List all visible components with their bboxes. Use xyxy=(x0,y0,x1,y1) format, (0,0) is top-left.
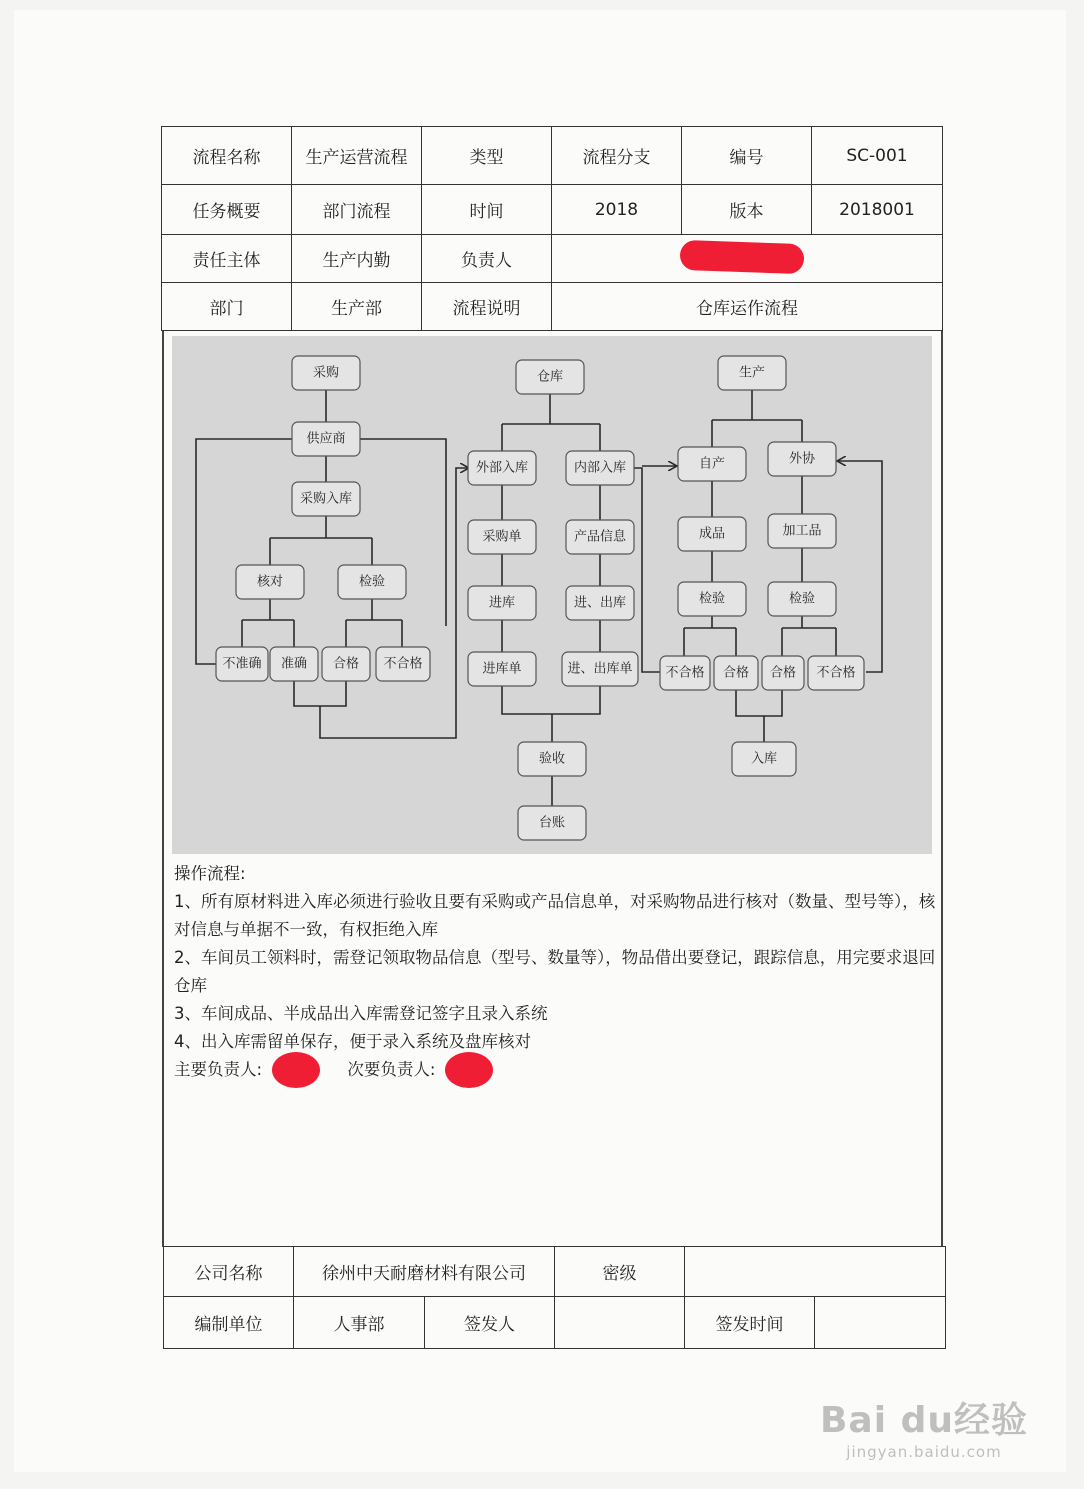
node-label: 检验 xyxy=(358,574,386,590)
label-issue-time: 签发时间 xyxy=(685,1297,815,1349)
label-process-name: 流程名称 xyxy=(162,127,292,185)
node-label: 准确 xyxy=(280,656,308,672)
flow-node-processed xyxy=(768,514,836,548)
node-label: 进、出库 xyxy=(573,595,627,611)
flow-node-fail-left xyxy=(376,647,430,681)
value-department: 生产部 xyxy=(292,283,422,331)
flow-node-stock-in-out xyxy=(566,586,634,620)
flow-node-inspect-b xyxy=(768,582,836,616)
flow-node-warehouse xyxy=(516,360,584,394)
flow-node-pass-b xyxy=(762,656,804,690)
flow-node-stock-entry xyxy=(732,742,796,776)
flow-node-outsourced xyxy=(768,442,836,476)
node-label: 内部入库 xyxy=(573,460,627,476)
node-label: 产品信息 xyxy=(573,529,627,545)
value-company: 徐州中天耐磨材料有限公司 xyxy=(294,1247,555,1297)
label-secrecy: 密级 xyxy=(555,1247,685,1297)
redaction-mark xyxy=(680,240,805,274)
primary-owner-label: 主要负责人: xyxy=(174,1059,263,1079)
flow-node-caigou xyxy=(292,356,360,390)
node-label: 供应商 xyxy=(306,431,346,447)
label-compiler: 编制单位 xyxy=(164,1297,294,1349)
operation-steps xyxy=(174,860,936,1056)
node-label: 合格 xyxy=(722,665,750,681)
node-label: 入库 xyxy=(750,751,778,767)
flow-node-product-info xyxy=(566,520,634,554)
label-department: 部门 xyxy=(162,283,292,331)
node-label: 加工品 xyxy=(782,523,822,539)
flow-node-production xyxy=(718,356,786,390)
flow-node-internal-in xyxy=(566,451,634,485)
flow-node-inspect xyxy=(338,565,406,599)
value-version: 2018001 xyxy=(812,185,943,235)
value-secrecy xyxy=(685,1247,946,1297)
secondary-owner-label: 次要负责人: xyxy=(347,1059,436,1079)
flow-node-self-made xyxy=(678,447,746,481)
value-compiler: 人事部 xyxy=(294,1297,425,1349)
baidu-watermark xyxy=(820,1392,1028,1461)
node-label: 自产 xyxy=(698,456,726,472)
ops-title: 操作流程: xyxy=(174,864,246,883)
node-label: 不合格 xyxy=(665,665,705,681)
label-time: 时间 xyxy=(422,185,552,235)
label-process-desc: 流程说明 xyxy=(422,283,552,331)
node-label: 进、出库单 xyxy=(567,661,633,677)
value-issuer xyxy=(555,1297,685,1349)
value-time: 2018 xyxy=(552,185,682,235)
flow-node-accurate xyxy=(270,647,318,681)
node-label: 采购 xyxy=(312,365,340,381)
header-table xyxy=(161,126,943,331)
flow-node-pass-a xyxy=(714,656,758,690)
node-label: 外部入库 xyxy=(475,460,529,476)
flow-node-purchase-order xyxy=(468,520,536,554)
footer-table xyxy=(163,1246,946,1349)
flow-node-supplier xyxy=(292,422,360,456)
flow-node-acceptance xyxy=(518,742,586,776)
flow-node-stock-in xyxy=(468,586,536,620)
node-label: 核对 xyxy=(256,574,284,590)
node-label: 合格 xyxy=(332,656,360,672)
node-label: 合格 xyxy=(769,665,797,681)
frame-border-left xyxy=(162,331,164,1247)
secondary-owner-redaction xyxy=(445,1052,493,1088)
node-label: 仓库 xyxy=(536,369,564,385)
flow-node-ledger xyxy=(518,806,586,840)
node-label: 外协 xyxy=(788,451,816,467)
node-label: 验收 xyxy=(538,751,566,767)
label-version: 版本 xyxy=(682,185,812,235)
label-company: 公司名称 xyxy=(164,1247,294,1297)
node-label: 不合格 xyxy=(816,665,856,681)
ops-step-4: 4、出入库需留单保存，便于录入系统及盘库核对 xyxy=(174,1032,531,1051)
frame-border-right xyxy=(941,331,943,1247)
label-type: 类型 xyxy=(422,127,552,185)
flow-node-inspect-a xyxy=(678,582,746,616)
flow-node-inaccurate xyxy=(216,647,268,681)
flow-node-stock-in-slip xyxy=(468,652,536,686)
value-issue-time xyxy=(815,1297,946,1349)
label-number: 编号 xyxy=(682,127,812,185)
ops-step-2: 2、车间员工领料时，需登记领取物品信息（型号、数量等），物品借出要登记，跟踪信息，用完要求退回仓库 xyxy=(174,948,936,995)
ops-step-3: 3、车间成品、半成品出入库需登记签字且录入系统 xyxy=(174,1004,548,1023)
flow-node-check xyxy=(236,565,304,599)
node-label: 采购入库 xyxy=(299,491,353,507)
flow-node-fail-b xyxy=(808,656,864,690)
node-label: 台账 xyxy=(538,815,566,831)
value-number: SC-001 xyxy=(812,127,943,185)
flow-node-pass-left xyxy=(322,647,370,681)
watermark-sub: jingyan.baidu.com xyxy=(846,1443,1002,1461)
node-label: 不准确 xyxy=(222,656,262,672)
label-issuer: 签发人 xyxy=(425,1297,555,1349)
node-label: 进库单 xyxy=(482,661,522,677)
label-responsible-entity: 责任主体 xyxy=(162,235,292,283)
node-label: 生产 xyxy=(738,365,766,381)
node-label: 检验 xyxy=(788,591,816,607)
node-label: 成品 xyxy=(698,526,726,542)
flow-node-stock-in-out-slip xyxy=(562,652,638,686)
flow-node-external-in xyxy=(468,451,536,485)
node-label: 采购单 xyxy=(482,529,522,545)
watermark-main: Bai du经验 xyxy=(819,1400,1028,1441)
value-responsible-entity: 生产内勤 xyxy=(292,235,422,283)
node-label: 不合格 xyxy=(383,656,423,672)
value-process-desc: 仓库运作流程 xyxy=(552,283,943,331)
flow-node-finished xyxy=(678,517,746,551)
label-branch: 流程分支 xyxy=(552,127,682,185)
label-summary: 任务概要 xyxy=(162,185,292,235)
responsible-line xyxy=(174,1052,493,1088)
flowchart xyxy=(172,336,932,854)
flow-node-fail-a xyxy=(660,656,710,690)
label-owner: 负责人 xyxy=(422,235,552,283)
primary-owner-redaction xyxy=(272,1052,320,1088)
value-summary: 部门流程 xyxy=(292,185,422,235)
ops-step-1: 1、所有原材料进入库必须进行验收且要有采购或产品信息单，对采购物品进行核对（数量、型号等），核对信息与单据不一致，有权拒绝入库 xyxy=(174,892,936,939)
flow-node-purchase-in xyxy=(292,482,360,516)
node-label: 检验 xyxy=(698,591,726,607)
node-label: 进库 xyxy=(488,595,516,611)
value-process-name: 生产运营流程 xyxy=(292,127,422,185)
